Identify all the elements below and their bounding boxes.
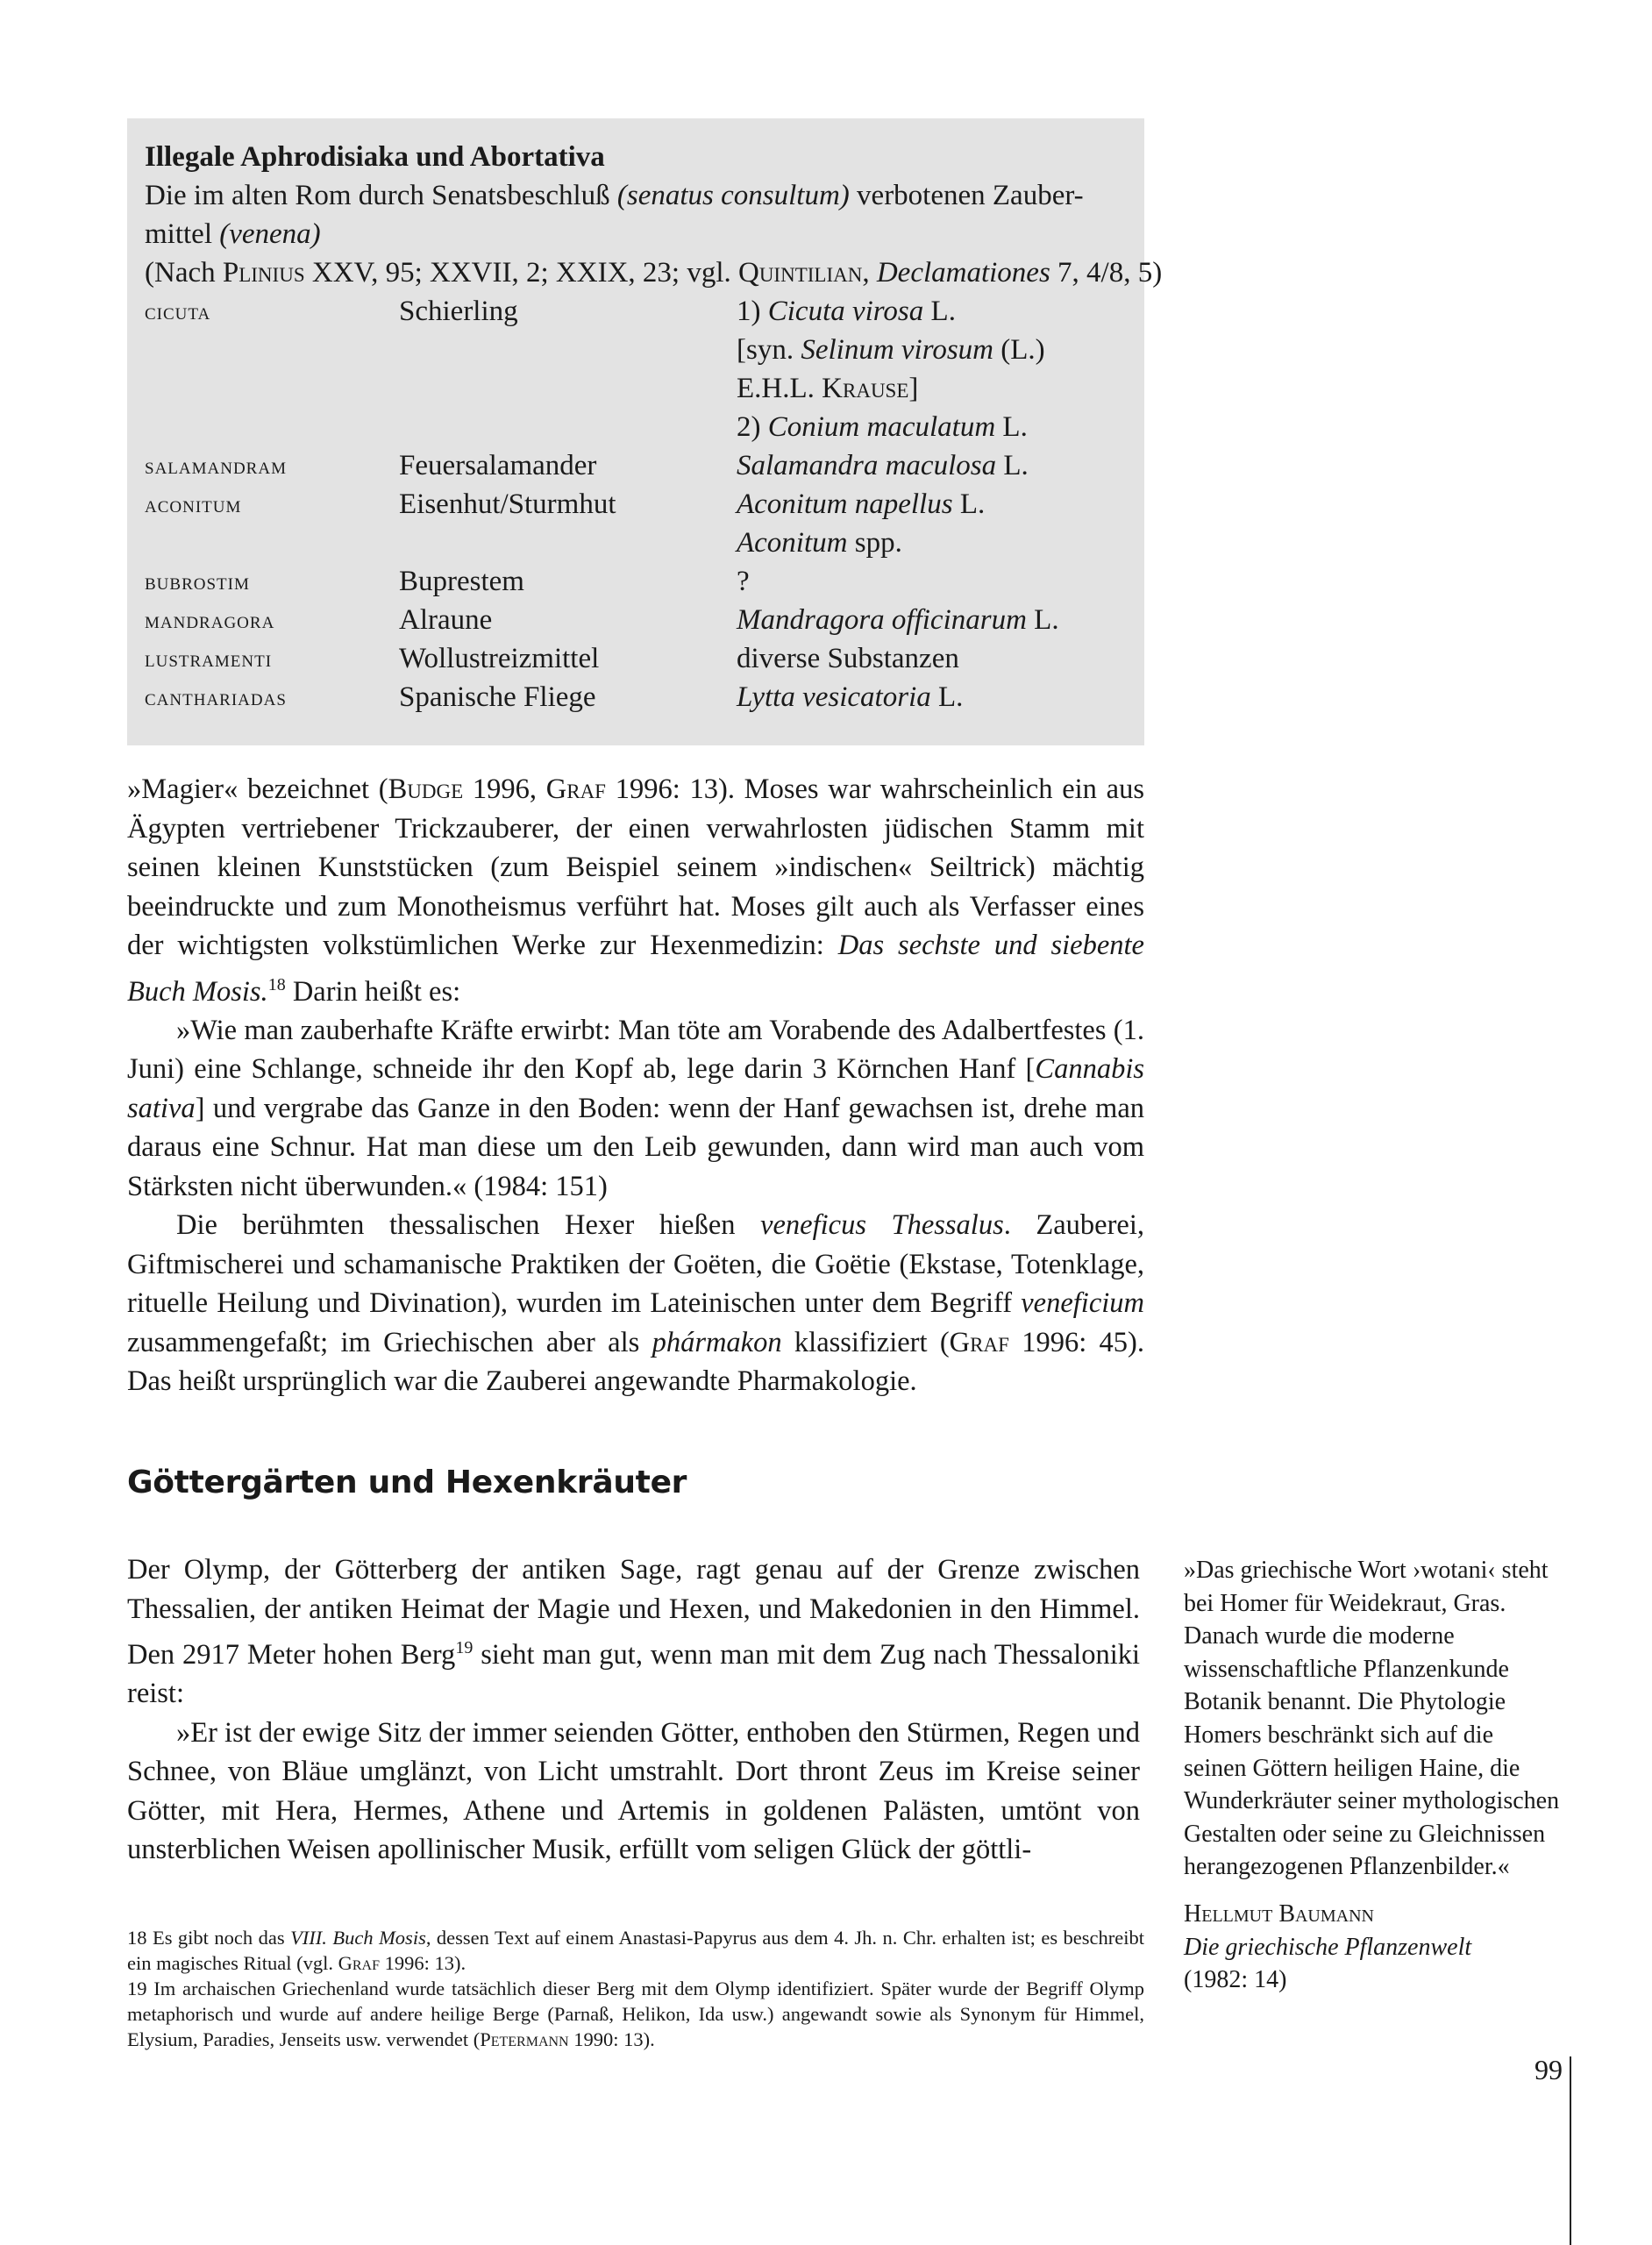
main-text-upper [127,770,1144,1401]
footnote-18 [127,1925,1144,1976]
table-row [145,408,1127,446]
table-row [145,601,1127,639]
footnote-text: 1990: 13). [568,2028,655,2050]
sci-suffix: L. [930,681,964,713]
footnote-ref: 19 [455,1638,474,1657]
para-text: Darin heißt es: [285,975,461,1008]
table-row [145,562,1127,601]
table-row [145,446,1127,485]
citation-author: Graf [338,1952,380,1974]
sci-prefix: diverse Substanzen [737,643,959,674]
latin-name: salamandram [145,453,287,479]
book-title: Das sechste und siebente Buch Mosis. [127,930,1144,1008]
scientific-name [737,639,959,678]
footnotes [127,1925,1144,2052]
paragraph-thessalian [127,1206,1144,1401]
german-name: Buprestem [399,566,524,597]
sidebar-quote-text: »Das griechische Wort ›wotani‹ steht bei Homer für Weidekraut, Gras. Danach wurde die moderne wissenschaftliche Pflanzenkunde Botanik benannt. Die Phytologie Homers beschränkt sich auf die seinen Göttern heiligen Haine, die Wunderkräuter seiner mythologischen Gestalten oder seine zu Gleichnissen herangezogenen Pflanzenbilder.« [1184,1557,1560,1881]
latin-name: mandragora [145,607,275,633]
latin-name: cicuta [145,298,211,324]
sci-suffix: L. [996,450,1029,481]
sci-italic: Mandragora officinarum [737,604,1027,636]
scientific-name [737,485,985,524]
para-text: 1996: 13). Moses war wahrscheinlich ein aus Ägypten vertriebener Trickzauberer, der einen verwahrlosten jüdischen Stamm mit seinen kleinen Kunststücken (zum Beispiel seinem »indischen« Seiltrick) mächtig beeindruckte und zum Monotheismus verführt hat. Moses gilt auch als Verfasser eines der wichtigsten volkstümlichen Werke zur Hexenmedizin: [127,773,1144,961]
german-name: Schierling [399,296,518,327]
scientific-name [737,446,1029,485]
para-text: Die berühmten thessalischen Hexer hießen [176,1209,761,1242]
sci-prefix: [syn. [737,334,801,366]
scientific-name [737,601,1059,639]
sci-suffix: L. [923,296,956,327]
citation-author: Petermann [480,2028,569,2050]
sci-italic: Lytta vesicatoria [737,681,931,713]
scientific-name [737,292,956,331]
sci-italic: Selinum virosum [801,334,994,366]
footnote-text: 1996: 13). [379,1952,466,1974]
page-number: 99 [1535,2054,1563,2085]
quote-text: »Wie man zauberhafte Kräfte erwirbt: Man töte am Vorabende des Adalbertfestes (1. Juni) eine Schlange, schneide ihr den Kopf ab, lege darin 3 Körnchen Hanf [ [127,1014,1144,1086]
sci-suffix: L. [1026,604,1059,636]
box-subtitle-text: Die im alten Rom durch Senatsbeschluß [145,180,617,211]
sci-prefix: E.H.L. [737,373,822,404]
plant-table-box [127,118,1163,745]
quote-paragraph: »Er ist der ewige Sitz der immer seienden Götter, enthoben den Stürmen, Regen und Schnee, von Bläue umglänzt, von Licht umstrahlt. Dort thront Zeus im Kreise seiner Götter, mit Hera, Hermes, Athene und Artemis in goldenen Palästen, umtönt von unsterblichen Weisen apollinischer Musik, erfüllt vom seligen Glück der göttli- [127,1716,1140,1866]
latin-name: lustramenti [145,645,273,672]
sci-author: Krause [822,373,909,404]
german-name: Spanische Fliege [399,681,596,713]
source-work: Declamationes [876,257,1050,289]
table-row [145,678,1127,716]
table-row [145,639,1127,678]
footnote-text: 19 Im archaischen Griechenland wurde tatsächlich dieser Berg mit dem Olymp identifiziert. Später wurde der Begriff Olymp metaphorisch und wurde auf andere heilige Berge (Parnaß, Helikon, Ida usw.) angewandt sowie als Synonym für Himmel, Elysium, Paradies, Jenseits usw. verwendet ( [127,1978,1144,2050]
table-row [145,485,1127,524]
table-row [145,331,1127,369]
quote-italic: Cannabis sativa [127,1053,1144,1124]
paragraph-olymp [127,1550,1140,1714]
source-text: , [862,257,877,289]
sidebar-year: (1982: 14) [1184,1966,1287,1994]
quote-text: ] und vergrabe das Ganze in den Boden: wenn der Hanf gewachsen ist, drehe man daraus eine Schnur. Hat man diese um den Leib gewunden, dann wird man auch vom Stärksten nicht überwunden.« (1984: 151) [127,1092,1144,1202]
table-row [145,524,1127,562]
box-subtitle [145,176,1127,215]
source-text: XXV, 95; XXVII, 2; XXIX, 23; vgl. [304,257,738,289]
para-text: 1996, [463,773,546,805]
para-text: . Zauberei, Giftmischerei und schamanische Praktiken der Goëten, die Goëtie (Ekstase, Totenklage, rituelle Heilung und Divination), wurden im Lateinischen unter dem Begriff [127,1209,1144,1320]
latin-name: canthariadas [145,684,287,710]
german-name: Eisenhut/Sturmhut [399,488,616,520]
para-text: 1996: 45). Das heißt ursprünglich war die Zauberei angewandte Pharmakologie. [127,1326,1144,1398]
scientific-name [737,678,963,716]
german-name: Feuersalamander [399,450,597,481]
scientific-name [737,408,1028,446]
footnote-text: 18 Es gibt noch das [127,1927,291,1949]
sci-suffix: L. [952,488,986,520]
box-subtitle-italic: (venena) [219,218,321,250]
source-author: Plinius [222,257,305,289]
footnote-italic: VIII. Buch Mosis [290,1927,426,1949]
box-subtitle-text: verbotenen Zauber- [849,180,1084,211]
footnote-19 [127,1976,1144,2052]
para-text: zusammengefaßt; im Griechischen aber als [127,1326,652,1358]
box-subtitle-italic: (senatus consultum) [616,180,850,211]
sidebar-author: Hellmut Baumann [1184,1899,1374,1928]
para-text: sieht man gut, wenn man mit dem Zug nach Thessaloniki reist: [127,1638,1140,1710]
para-text: »Magier« bezeichnet ( [127,773,388,805]
scientific-name [737,331,1045,369]
citation-author: Graf [545,773,606,805]
german-name: Alraune [399,604,493,636]
table-row [145,369,1127,408]
sci-suffix: (L.) [993,334,1045,366]
footnote-text: , dessen Text auf einem Anastasi-Papyrus aus dem 4. Jh. n. Chr. erhalten ist; es beschreibt ein magisches Ritual (vgl. [127,1927,1144,1974]
sci-suffix: L. [995,411,1028,443]
german-name: Wollustreizmittel [399,643,600,674]
footnote-ref: 18 [267,974,286,994]
sidebar-book-title: Die griechische Pflanzenwelt [1184,1933,1472,1961]
para-italic: veneficium [1021,1287,1144,1320]
para-text: Der Olymp, der Götterberg der antiken Sage, ragt genau auf der Grenze zwischen Thessalien, der antiken Heimat der Magie und Hexen, und Makedonien in den Himmel. Den 2917 Meter hohen Berg [127,1554,1140,1671]
quote-paragraph [127,1011,1144,1207]
sci-end: ] [908,373,919,404]
sci-italic: Cicuta virosa [767,296,924,327]
table-row [145,292,1127,331]
para-italic: veneficus Thessalus [760,1209,1004,1242]
paragraph-moses [127,770,1144,1011]
sidebar-book [1184,1931,1561,1964]
box-subtitle-2 [145,215,1127,253]
box-title: Illegale Aphrodisiaka und Abortativa [145,141,605,173]
source-text: (Nach [145,257,223,289]
latin-name: aconitum [145,491,242,517]
sci-italic: Conium maculatum [767,411,996,443]
sci-prefix: 1) [737,296,768,327]
latin-name: bubrostim [145,568,250,595]
source-text: 7, 4/8, 5) [1050,257,1163,289]
main-text-lower [127,1550,1140,1870]
scientific-name [737,524,902,562]
para-italic: phármakon [652,1326,782,1358]
citation-author: Graf [949,1326,1009,1358]
source-author: Quintilian [737,257,863,289]
section-heading: Göttergärten und Hexenkräuter [127,1465,687,1500]
scientific-name [737,369,918,408]
sci-prefix: ? [737,566,750,597]
margin-rule [1570,2056,1571,2245]
scientific-name [737,562,750,601]
sci-suffix: spp. [847,527,902,559]
citation-author: Budge [388,773,464,805]
sci-italic: Aconitum napellus [737,488,953,520]
sci-italic: Aconitum [737,527,848,559]
para-text: klassifiziert ( [781,1326,950,1358]
sci-prefix: 2) [737,411,768,443]
box-subtitle-text: mittel [145,218,220,250]
box-source [145,253,1163,292]
plant-table [145,292,1127,716]
sidebar-quote [1184,1554,1561,1997]
sci-italic: Salamandra maculosa [737,450,997,481]
